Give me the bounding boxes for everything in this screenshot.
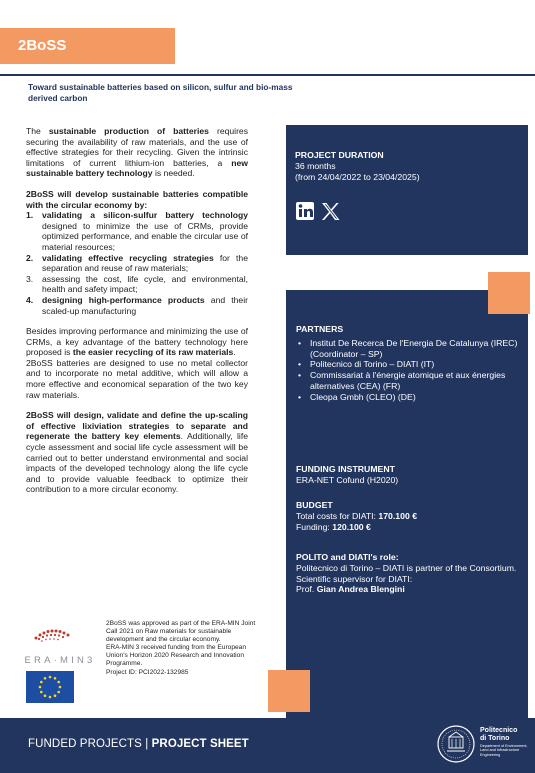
era-min-logo bbox=[22, 622, 98, 672]
list-item: 3. assessing the cost, life cycle, and environmental, health and safety impact; bbox=[26, 273, 248, 295]
budget-total: Total costs for DIATI: 170.100 € bbox=[296, 510, 418, 521]
partners-heading: PARTNERS bbox=[296, 324, 344, 334]
list-item: • Politecnico di Torino – DIATI (IT) bbox=[298, 359, 435, 370]
funding-note bbox=[106, 620, 266, 677]
duration-panel bbox=[286, 125, 528, 255]
partners-info bbox=[296, 324, 521, 403]
note-eu-funding: ERA-MIN 3 received funding from the European Union's Horizon 2020 Research and Innovation Programme. bbox=[106, 644, 247, 668]
era-min-wordmark: ERA·MIN3 bbox=[24, 655, 96, 666]
left-column bbox=[26, 126, 248, 495]
eu-flag bbox=[26, 671, 74, 703]
x-icon[interactable] bbox=[322, 203, 340, 220]
list-item: • Commissariat à l'énergie atomique et aux énergies alternatives (CEA) (FR) bbox=[298, 370, 506, 391]
linkedin-icon[interactable] bbox=[296, 202, 314, 220]
intro-paragraph: The sustainable production of batteries requires securing the availability of raw materials, and the use of effective strategies for their recycling. Given the intrinsic limitations of current lithium-ion batteries, a new sustainable battery technology is needed. bbox=[26, 126, 249, 179]
list-item: 1. validating a silicon-sulfur battery technology designed to minimize the use of CRMs, provide optimized performance, and enable the circular use of material resources; bbox=[26, 210, 248, 252]
funding-info bbox=[296, 464, 521, 486]
header-divider bbox=[0, 74, 535, 76]
duration-info bbox=[295, 150, 520, 182]
polito-name: Politecnico di Torino bbox=[480, 727, 518, 742]
orange-accent-square bbox=[488, 272, 530, 314]
budget-heading: BUDGET bbox=[296, 500, 333, 510]
list-item: 2. validating effective recycling strategies for the separation and reuse of raw materials; bbox=[26, 252, 248, 274]
note-approval: 2BoSS was approved as part of the ERA-MIN Joint Call 2021 on Raw materials for sustainable development and the circular economy. bbox=[106, 620, 256, 644]
scaling-paragraph: 2BoSS will design, validate and define the up-scaling of effective lixiviation strategies to separate and regenerate the battery key elements. Additionally, life cycle assessment and social life cycle assessment will be carried out to better understand environmental and social impacts of the developed technology along the life cycle and to provide valuable feedback to optimize their contribution to a more circular economy. bbox=[26, 410, 249, 495]
duration-months: 36 months bbox=[295, 160, 336, 171]
project-subtitle: Toward sustainable batteries based on silicon, sulfur and bio-mass derived carbon bbox=[28, 82, 293, 103]
polito-department: Department of Environment, Land and Infrastructure Engineering bbox=[480, 744, 528, 757]
duration-heading: PROJECT DURATION bbox=[295, 150, 384, 160]
funding-heading: FUNDING INSTRUMENT bbox=[296, 464, 395, 474]
advantage-paragraph: Besides improving performance and minimizing the use of CRMs, a key advantage of the battery technology here proposed is the easier recycling of its raw materials. bbox=[26, 326, 248, 358]
develop-heading: 2BoSS will develop sustainable batteries compatible with the circular economy by: bbox=[26, 188, 248, 210]
social-icons bbox=[296, 201, 344, 226]
list-item: 4. designing high-performance products and their scaled-up manufacturing bbox=[26, 294, 248, 316]
orange-accent-square bbox=[268, 670, 310, 712]
polito-role-text: Politecnico di Torino – DIATI is partner of the Consortium. bbox=[296, 562, 517, 573]
budget-info bbox=[296, 500, 521, 532]
supervisor-name: Prof. Gian Andrea Blengini bbox=[296, 584, 405, 595]
duration-dates: (from 24/04/2022 to 23/04/2025) bbox=[295, 171, 420, 182]
funding-value: ERA-NET Cofund (H2020) bbox=[296, 474, 399, 485]
note-project-id: Project ID: PCI2022-132985 bbox=[106, 668, 189, 676]
polito-role-heading: POLITO and DIATI's role: bbox=[296, 552, 399, 562]
design-paragraph: 2BoSS batteries are designed to use no metal collector and to incorporate no metal additive, which will allow a more effective and economical separation of the two key raw materials. bbox=[26, 357, 248, 400]
footer-label: FUNDED PROJECTS | PROJECT SHEET bbox=[28, 738, 249, 750]
supervisor-label: Scientific supervisor for DIATI: bbox=[296, 573, 413, 584]
budget-funding: Funding: 120.100 € bbox=[296, 521, 371, 532]
project-title: 2BoSS bbox=[18, 37, 67, 54]
list-item: • Cleopa Gmbh (CLEO) (DE) bbox=[298, 391, 416, 402]
polito-role-info bbox=[296, 552, 521, 595]
partners-list bbox=[296, 338, 521, 403]
develop-list bbox=[26, 210, 248, 316]
list-item: • Institut De Recerca De l'Energia De Catalunya (IREC) (Coordinator – SP) bbox=[298, 337, 518, 359]
polito-seal-logo bbox=[436, 724, 476, 764]
